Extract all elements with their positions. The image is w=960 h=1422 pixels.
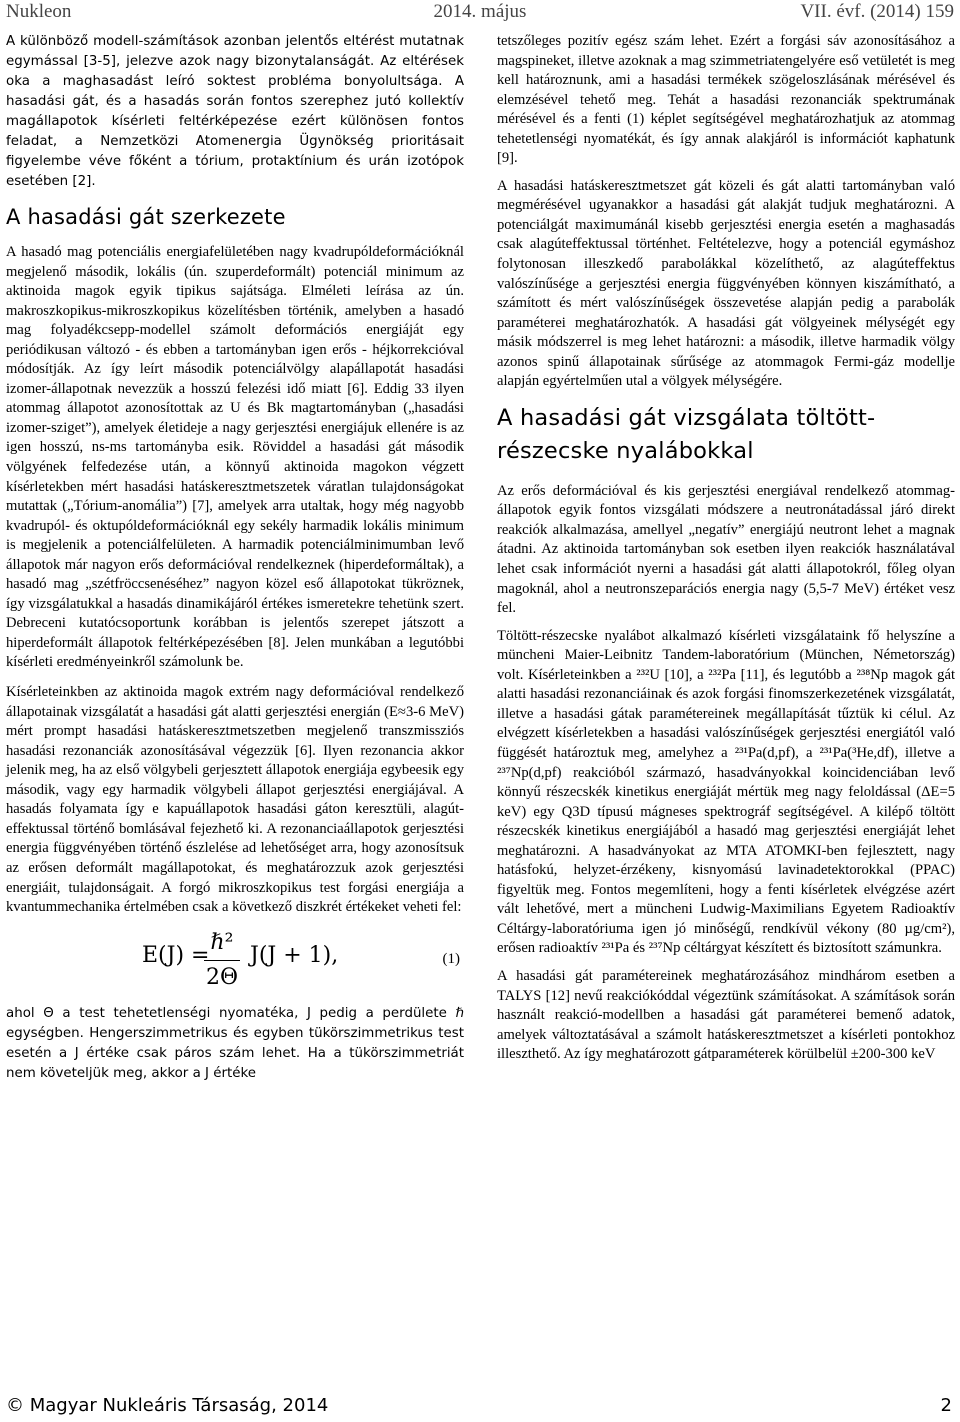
rotational-energy-formula xyxy=(6,926,464,1000)
formula-rhs: J(J + 1), xyxy=(250,942,339,968)
formula-denominator: 2Θ xyxy=(205,964,239,990)
right-paragraph-1: tetszőleges pozitív egész szám lehet. Ezért a forgási sáv azonosításához a magspineket, illetve azoknak a mag szimmetriatengelyére eső vetületét is meg kell határoznunk, ami a hasadási termékek szögeloszlásának mérésével és elemzésével tehető meg. Tehát a hasadási rezonanciák spektrumának mérésével és a fenti (1) képlet segítségével meghatározhatjuk az atommag tehetetlenségi nyomatékát, és így annak alakjáról is információt kaphatunk [9]. xyxy=(497,33,955,167)
section-heading-barrier-structure: A hasadási gát szerkezete xyxy=(6,205,286,229)
copyright-notice: © Magyar Nukleáris Társaság, 2014 xyxy=(6,1395,329,1416)
right-paragraph-2: A hasadási hatáskeresztmetszet gát közeli és gát alatti tartományban való megmérésével ugyanakkor a hasadási gát alakját tudjuk meghatározni. A potenciálgát maximumánál kisebb gerjesztési energia esetén a maghasadás csak alagúteffektussal történhet. Feltételezve, hogy a potenciál egymáshoz folytonosan illeszkedő parabolákkal közelíthető, az alagúteffektus valószínűsége a gerjesztési energia függvényében könnyen kiszámítható, a számított és mért valószínűségek összevetése alapján pedig a parabolák paraméterei meghatározhatók. A hasadási gát völgyeinek mélységét egy másik módszerrel is meg lehet határozni: a második, illetve harmadik völgy azonos spinű állapotainak sűrűsége az atommagok Fermi-gáz modellje alapján egyértelműen utal a völgyek mélységére. xyxy=(497,177,955,390)
volume-info: VII. évf. (2014) 159 xyxy=(800,1,954,22)
equation-number: (1) xyxy=(442,950,460,967)
issue-date: 2014. május xyxy=(433,1,527,22)
formula-numerator: ℏ² xyxy=(210,929,234,955)
right-paragraph-4: Töltött-részecske nyalábot alkalmazó kísérleti vizsgálataink fő helyszíne a müncheni Maier-Leibnitz Tandem-laboratórium (München, Németország) volt. Kísérleteinkben a ²³²U [10], a ²³²Pa [11], és legutóbb a ²³⁸Np magok gát alatti hasadási rezonanciáinak és azok forgási finomszerkezetének vizsgálatát, illetve a hasadási gátak paramétereinek megállapítását tűztük ki célul. Az elvégzett kísérletekben a hasadási valószínűségek gerjesztési energiától való függését határoztuk meg, amelyhez a ²³¹Pa(d,pf), a ²³¹Pa(³He,df), illetve a ²³⁷Np(d,pf) reakcióból származó, hasadványokkal koincidenciában levő könnyű részecskék kinetikus energiáját mértük meg nagy feloldással (ΔE=5 keV) egy Q3D típusú mágneses spektrográf segítségével. A kilépő töltött részecskék kinetikus energiájából a hasadó mag gerjesztési energiáját lehet meghatározni. A hasadványokat az MTA ATOMKI-ben fejlesztett, nagy hatásfokú, helyzet-érzékeny, kisnyomású lavinadetektorokkal (PPAC) figyeltük meg. Fontos megemlíteni, hogy a fenti kísérletek elvégzése azért vált lehetővé, mert a müncheni Ludwig-Maximilians Egyetem Radioaktív Céltárgy-laboratóriuma igen jó minőségű, rendkívül vékony (80 µg/cm²), erősen radioaktív ²³¹Pa és ²³⁷Np céltárgyat készített és biztosított számunkra. xyxy=(497,627,955,957)
right-paragraph-3: Az erős deformációval és kis gerjesztési energiával rendelkező atommag-állapotok egyik fontos vizsgálati módszere a neutronátadással járó direkt reakciók alkalmazása, amellyel „negatív” energiájú neutront lehet a magnak átadni. Az aktinoida tartományban sok esetben ilyen reakciók használatával lehet csak információt nyerni a hasadási gát alatti állapotokról, főleg olyan magoknál, ahol a neutronszeparációs energia nagy (5,5-7 MeV) értéket vesz fel. xyxy=(497,482,955,617)
page-number: 2 xyxy=(940,1395,952,1416)
left-column xyxy=(6,32,464,1092)
right-column xyxy=(497,32,955,1073)
formula-explanation: ahol Θ a test tehetetlenségi nyomatéka, J pedig a perdülete ℏ egységben. Hengerszimmetrikus és egyben tükörszimmetrikus test esetén a J értéke csak páros szám lehet. Ha a tükörszimmetriát nem követeljük meg, akkor a J értéke xyxy=(6,1005,464,1081)
journal-name: Nukleon xyxy=(6,1,72,22)
page-header xyxy=(0,0,960,24)
section1-paragraph-2: Kísérleteinkben az aktinoida magok extrém nagy deformációval rendelkező állapotainak vizsgálatát a hasadási gát alatti gerjesztési energián (E≈3-6 MeV) mért prompt hasadási hatáskeresztmetszetben megjelenő transzmissziós hasadási rezonanciák azonosításával végezzük [6]. Ilyen rezonancia akkor jelenik meg, ha az első völgybeli gerjesztett állapotok energiája egybeesik egy második, vagy egy harmadik völgybeli állapot gerjesztési energiájával. A hasadás folyamata így e kapuállapotok hasadási gáton keresztüli, alagút-effektussal történő bomlásával fejezhető ki. A rezonanciaállapotok gerjesztési energia függvényében történő észlelése ad lehetőséget arra, hogy azonosítsuk az erősen deformált magállapotokat, és meghatározzuk azok gerjesztési energiáit, tulajdonságait. A forgó mikroszkopikus test forgási energiája a kvantummechanika értelmében csak a következő diszkrét értékeket veheti fel: xyxy=(6,684,464,916)
formula-fraction xyxy=(202,926,242,995)
right-paragraph-5: A hasadási gát paramétereinek meghatározásához mindhárom esetben a TALYS [12] nevű reakciókóddal végeztünk számításokat. A számítások során használt reakció-modellben a hasadási gát paraméterei bemenő adatok, amelyek változtatásával a számolt hatáskeresztmetszet a kísérleti pontokhoz illeszthető. Az így meghatározott gátparaméterek körülbelül ±200-300 keV xyxy=(497,967,955,1063)
section1-paragraph-1: A hasadó mag potenciális energiafelületében nagy kvadrupóldeformációknál megjelenő második, lokális (ún. szuperdeformált) potenciál minimum az aktinoida magok egyik tipikus sajátsága. Elméleti leírása az ún. makroszkopikus-mikroszkopikus közelítésben történik, amelyben a hasadó mag folyadékcsepp-modellel számolt deformációs energiáját egy periódikusan változó - és ebben a tartományban igen erős - héjkorrekcióval módosítják. Az így leírt második potenciálvölgy alapállapotát hasadási izomer-állapotnak nevezzük a hosszú felezési idő miatt [6]. Eddig 33 ilyen atommag állapotot azonosítottak az U és Bk magtartományban („hasadási izomer-sziget”), amelyek életideje a nagy gerjesztési energiájuk ellenére is az igen hosszú, ns-ms tartományba esik. Röviddel a hasadási gát második völgyének felfedezése után, a könnyű aktinoida magokon végzett kísérletekben mért hasadási hatáskeresztmetszetek váratlan tulajdonságokat mutattak („Tórium-anomália”) [7], amelyek arra utaltak, hogy még nagyobb kvadrupól- és oktupóldeformációknál egy sekély harmadik lokális minimum is megjelenik a potenciálfelületen. A harmadik potenciálminimumban levő állapotok már nagyon erős deformációval rendelkeznek (hiperdeformáltak), a hasadó mag „szétfröccsenéséhez” nagyon közel eső állapotokat tükröznek, így vizsgálatukkal a hasadás dinamikájáról értékes ismeretekre tehetünk szert. Debreceni kutatócsoportunk korábban is jelentős szerepet játszott a hiperdeformált állapotok feltérképezésében [8]. Jelen munkában a legutóbbi kísérleti eredményeinkről számolunk be. xyxy=(6,244,464,671)
section-heading-charged-particle: A hasadási gát vizsgálata töltött-részecske nyalábokkal xyxy=(497,404,876,464)
intro-paragraph: A különböző modell-számítások azonban jelentős eltérést mutatnak egymással [3-5], jelezve azok nagy bizonytalanságát. Az eltérések oka a maghasadást leíró soktest probléma bonyolultsága. A hasadási gát, és a hasadás során fontos szerephez jutó kollektív magállapotok kísérleti feltérképezése ezért különösen fontos feladat, a Nemzetközi Atomenergia Ügynökség prioritásait figyelembe véve főként a tórium, protaktínium és urán izotópok esetében [2]. xyxy=(6,34,464,189)
page-footer xyxy=(0,1392,960,1420)
formula-lhs: E(J) = xyxy=(142,942,210,968)
